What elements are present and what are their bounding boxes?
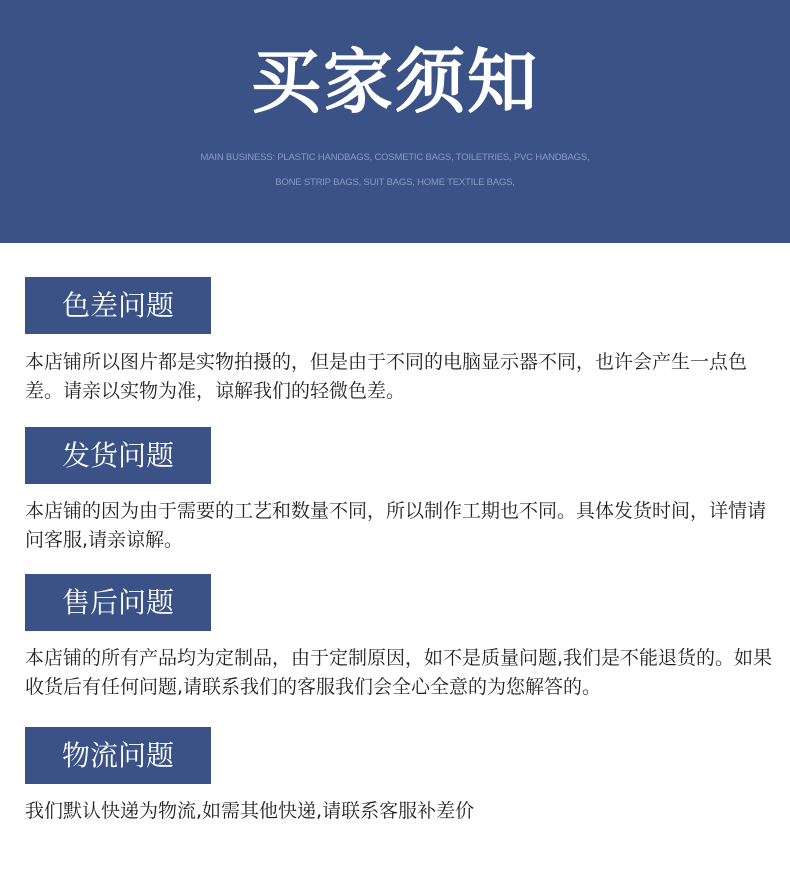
section-text-after-sales: 本店铺的所有产品均为定制品，由于定制原因，如不是质量问题,我们是不能退货的。如果收货后有任何问题,请联系我们的客服我们会全心全意的为您解答的。 [25,647,773,698]
section-text-shipping: 本店铺的因为由于需要的工艺和数量不同，所以制作工期也不同。具体发货时间，详情请问客服,请亲谅解。 [25,500,767,551]
page-title: 买家须知 [251,41,539,123]
section-text-logistics: 我们默认快递为物流,如需其他快递,请联系客服补差价 [25,800,475,822]
section-label-after-sales: 售后问题 [25,574,211,631]
section-text-color-difference: 本店铺所以图片都是实物拍摄的，但是由于不同的电脑显示器不同，也许会产生一点色差。请亲以实物为准，谅解我们的轻微色差。 [25,351,748,402]
section-label-logistics: 物流问题 [25,727,211,784]
header-banner [0,0,790,243]
business-subtitle-line2: BONE STRIP BAGS, SUIT BAGS, HOME TEXTILE BAGS, [275,177,515,188]
section-label-shipping: 发货问题 [25,427,211,484]
section-label-color-difference: 色差问题 [25,277,211,334]
business-subtitle-line1: MAIN BUSINESS: PLASTIC HANDBAGS, COSMETIC BAGS, TOILETRIES, PVC HANDBAGS, [200,152,590,163]
